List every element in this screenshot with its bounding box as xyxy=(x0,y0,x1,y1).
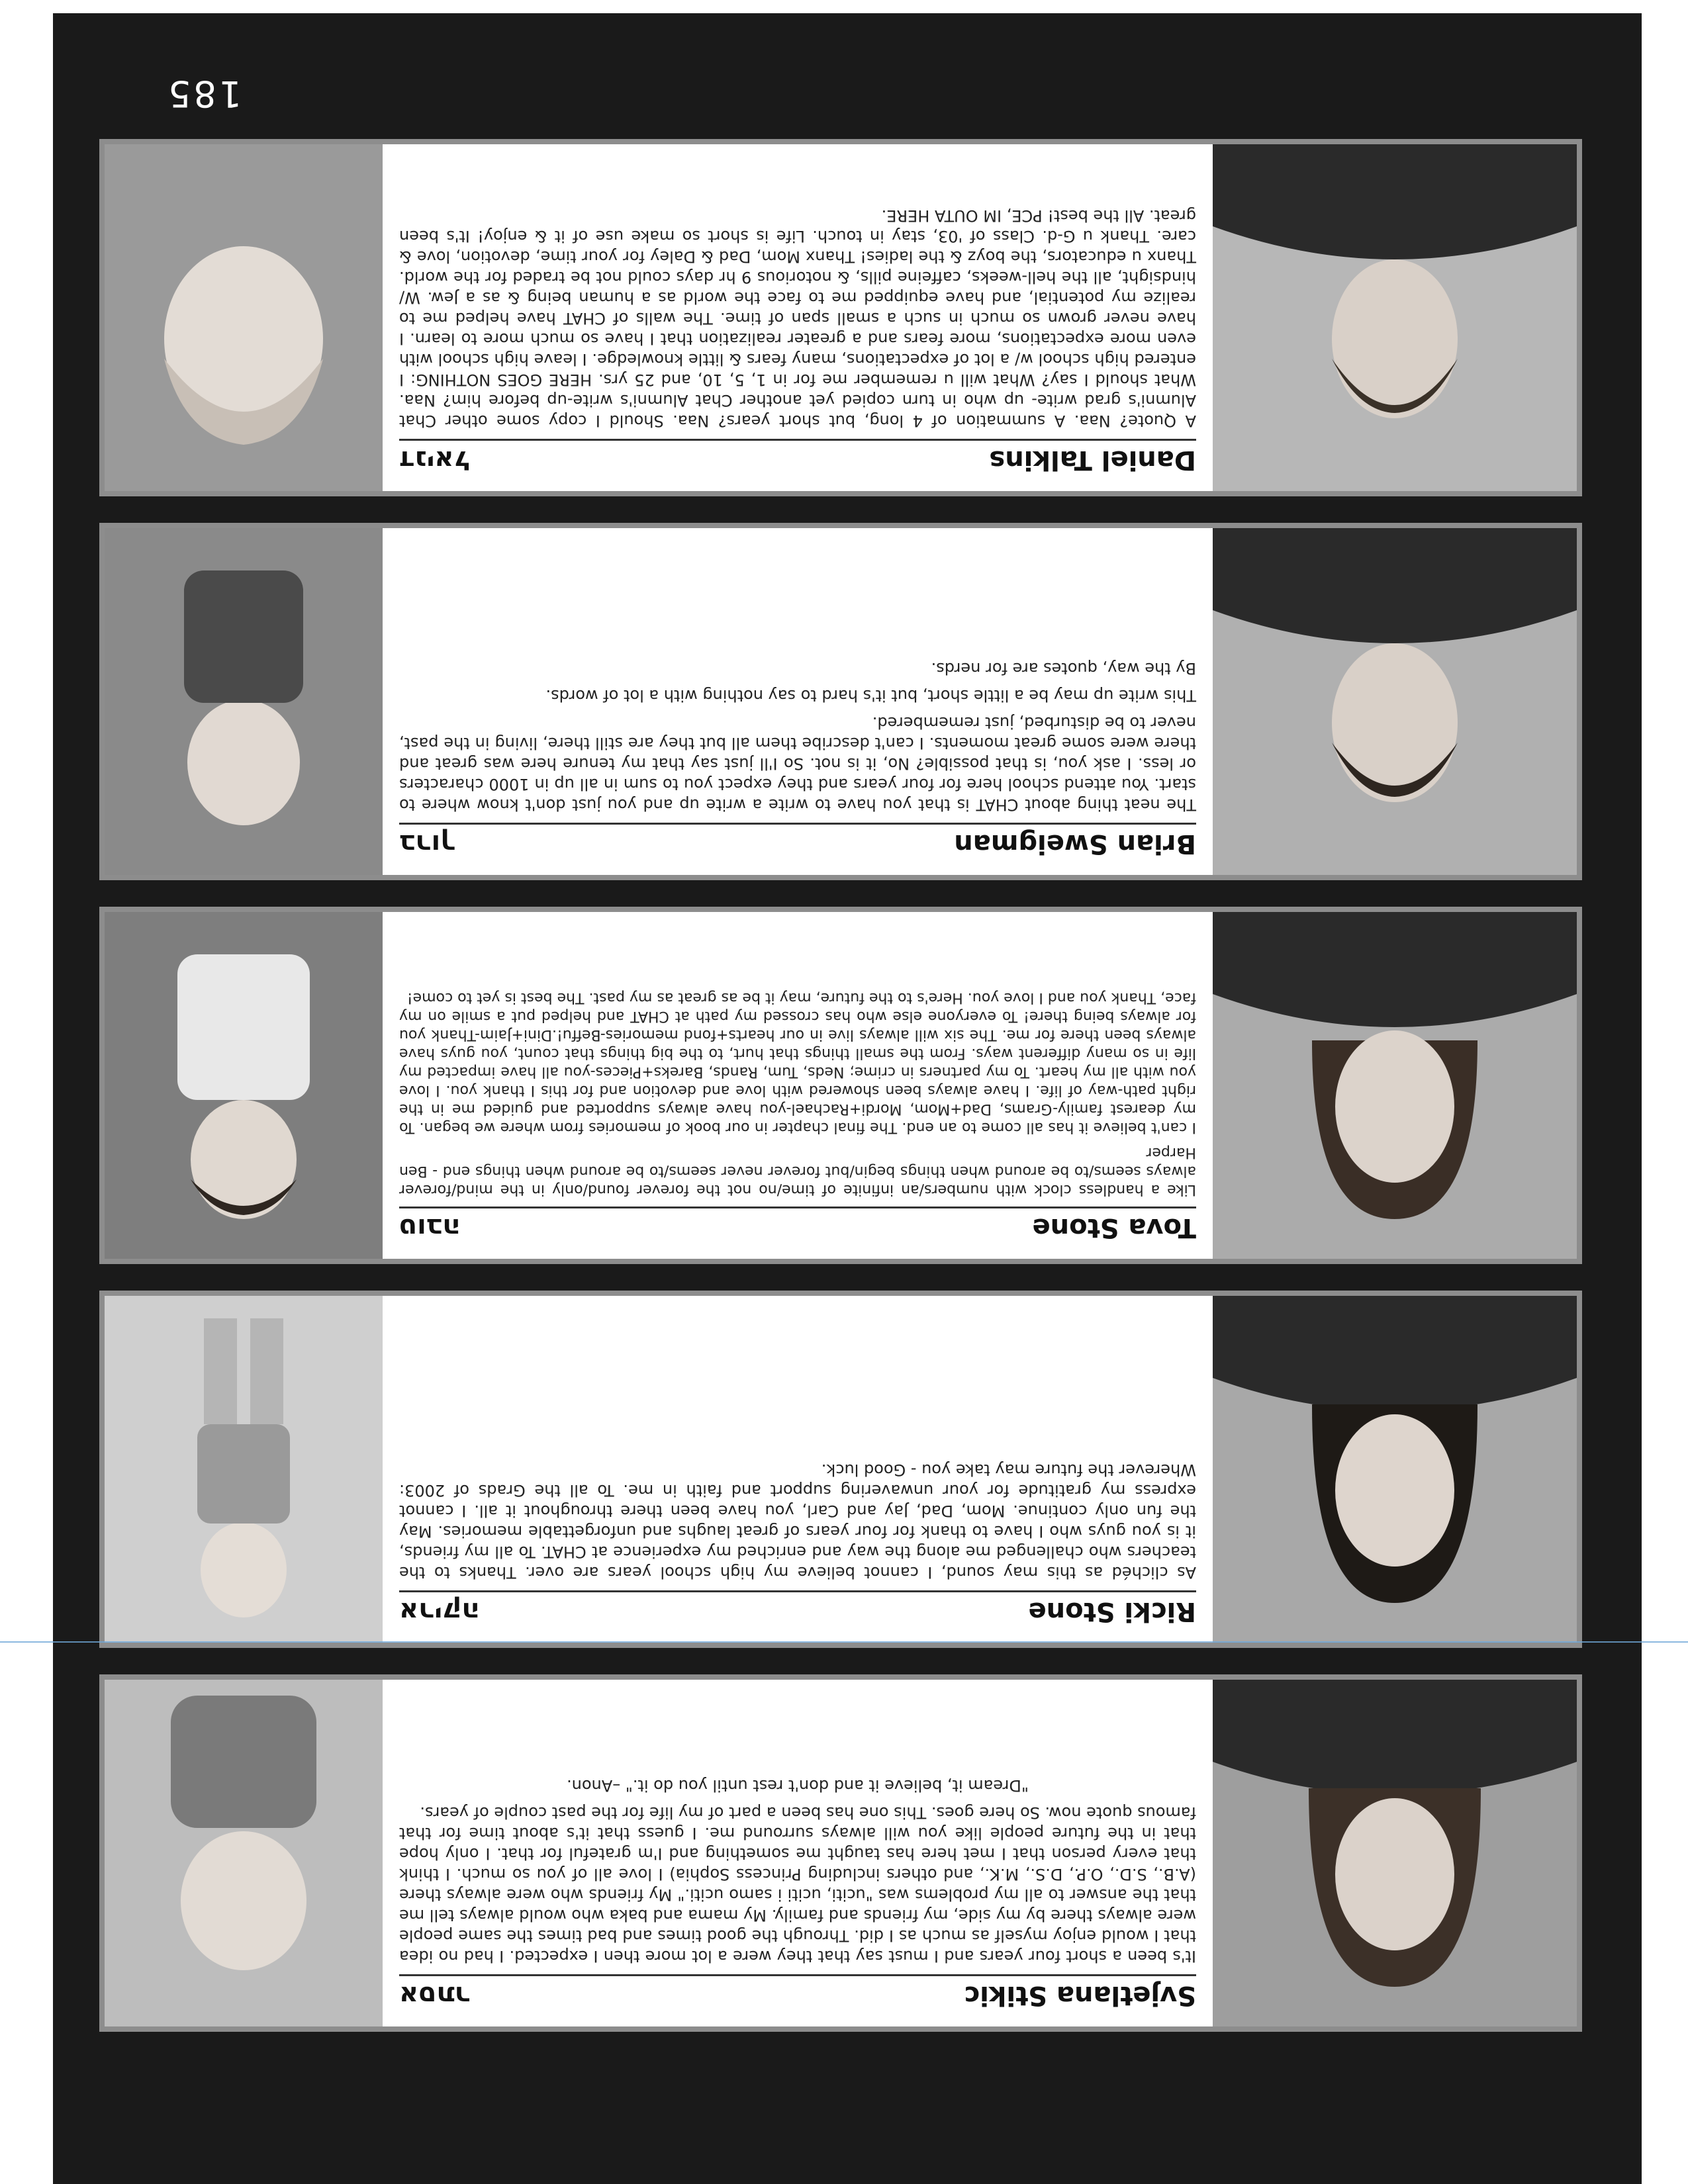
entry-text xyxy=(399,160,1196,475)
baby-photo xyxy=(105,1680,383,2026)
write-up-paragraph: I can't believe it has all come to an end. The final chapter in our book of memories from where we began. To my dearest family-Grams, Dad+Mom, Mordi+Rachael-you have always supported and guided me in the right path-way of life. I have always been showered with love and devotion and for this I thank you. I love you with all my heart. To my partners in crime; Neds, Tum, Rands, Bareks+Pieces-you all have impacted my life in so many different ways. From the small things that hurt, to the big things that count, you guys have always been there for me. The six will always live in our hearts+fond memories-Beffu!.Dini+Jaim-Thank you for always being there! To everyone else who has crossed my path at CHAT and helped put a smile on my face, Thank you and I love you. Here's to the future, may it be as great as my past. The best is yet to come! xyxy=(399,989,1196,1136)
scan-artifact-line xyxy=(0,1641,1688,1643)
student-entry xyxy=(99,1674,1582,2032)
entry-text xyxy=(399,1696,1196,2011)
student-name: Ricki Stone xyxy=(1028,1596,1196,1627)
hebrew-name: אריקה xyxy=(399,1596,480,1627)
hebrew-name: אסתר xyxy=(399,1980,471,2011)
entry-text xyxy=(399,1312,1196,1627)
write-up-paragraph: Like a handless clock with numbers/an infinite of time/no not the forever found/only in the mind/forever always seems/to be around when things begin/but forever never seems/to be around when things end - Ben Harper xyxy=(399,1144,1196,1198)
entry-text xyxy=(399,544,1196,859)
graduation-portrait xyxy=(1213,528,1577,875)
write-up xyxy=(399,1459,1196,1582)
write-up xyxy=(399,205,1196,431)
entry-frame xyxy=(105,144,1577,491)
write-up-paragraph: "Dream it, believe it and don't rest until you do it." –Anon. xyxy=(567,1776,1029,1795)
graduation-portrait xyxy=(1213,912,1577,1259)
baby-photo xyxy=(105,912,383,1259)
hebrew-name: ברוך xyxy=(399,829,456,859)
student-entry xyxy=(99,907,1582,1264)
entry-frame xyxy=(105,1296,1577,1643)
write-up xyxy=(399,658,1196,815)
write-up-paragraph: This write up may be a little short, but it's hard to say nothing with a lot of words. xyxy=(545,686,1196,705)
student-name: Daniel Talkins xyxy=(989,445,1196,475)
student-name: Brian Sweigman xyxy=(954,829,1196,859)
write-up-paragraph: The neat thing about CHAT is that you have to write a write up and you just don't know where to start. You attend school here for four years and they expect you to sum in all up in 1000 characters or less. I ask you, is that possible? No, it is not. So I'll just say that my tenure here was great and there were some great moments. I can't describe them all but they are still there, living in the past, never to be disturbed, just remembered. xyxy=(399,713,1196,814)
yearbook-page xyxy=(53,13,1642,2184)
entry-header xyxy=(399,439,1196,475)
hebrew-name: דניאל xyxy=(399,445,470,475)
write-up-paragraph: By the way, quotes are for nerds. xyxy=(931,659,1196,678)
baby-photo xyxy=(105,528,383,875)
hebrew-name: טובה xyxy=(399,1212,461,1243)
page-number: 185 xyxy=(165,73,242,114)
write-up xyxy=(399,988,1196,1199)
graduation-portrait xyxy=(1213,144,1577,491)
student-name: Svjetlana Stikic xyxy=(964,1980,1196,2011)
write-up-paragraph: A Quote? Naa. A summation of 4 long, but short years? Naa. Should I copy some other Chat Alumni's grad write- up who in turn copied yet another Chat Alumni's write-up before him? Naa. What should I say? What will u remember me for in 1, 5, 10, and 25 yrs. HERE GOES NOTHING: I entered high school w/ a lot of expectations, many fears & little knowledge. I leave high school with even more expectations, more fears and a greater realization that I have so much more to learn. I have never grown so much in such a small span of time. The walls of CHAT have helped me to realize my potential, and have equipped me to face the world as a human being & as a Jew. W/ hindsight, all the hell-weeks, caffeine pills, & notorious 9 hr days could not be traded for the world. Thanx u educators, the boyz & the ladies! Thanx Mom, Dad & Daley for your time, devotion, love & care. Thank u G-d. Class of '03, stay in touch. Life is short so make use of it & enjoy! It's been great. All the best! PCE, IM OUTA HERE. xyxy=(399,206,1196,430)
entry-header xyxy=(399,1974,1196,2011)
baby-photo xyxy=(105,144,383,491)
student-entry xyxy=(99,139,1582,496)
entry-header xyxy=(399,1206,1196,1243)
entry-text xyxy=(399,928,1196,1243)
write-up-paragraph: As clichéd as this may sound, I cannot believe my high school years are over. Thanks to the teachers who challenged me along the way and enriched my experience at CHAT. To all my friends, it is you guys who I have to thank for four years of great laughs and unforgettable memories. May the fun only continue. Mom, Dad, Jay and Carl, you have been there throughout it all. I cannot express my gratitude for your unwavering support and faith in me. To all the Grads of 2003: Wherever the future may take you - Good luck. xyxy=(399,1461,1196,1582)
baby-photo xyxy=(105,1296,383,1643)
write-up-paragraph: It's been a short four years and I must say that they were a lot more then I expected. I had no idea that I would enjoy myself as much as I did. Through the good times and bad times the same people were always there by my side, my friends and family. My mama and baka who would always tell me that the answer to all my problems was "uciti, uciti i samo uciti." My friends who were always there (A.B., S.D., O.P., D.S., M.K., and others including Princess Sophia) I love all of you so much. I think that every person that I met here has taught me something and I'm grateful for that. I only hope that in the future people like you will always surround me. I guess that it's about time for that famous quote now. So here goes. This one has been a part of my life for the past couple of years. xyxy=(399,1803,1196,1966)
student-entry xyxy=(99,523,1582,880)
graduation-portrait xyxy=(1213,1680,1577,2026)
entry-frame xyxy=(105,912,1577,1259)
entry-frame xyxy=(105,1680,1577,2026)
graduation-portrait xyxy=(1213,1296,1577,1643)
entry-header xyxy=(399,1590,1196,1627)
write-up xyxy=(399,1775,1196,1966)
entry-header xyxy=(399,823,1196,859)
student-name: Tova Stone xyxy=(1032,1212,1196,1243)
student-entry xyxy=(99,1291,1582,1648)
entry-frame xyxy=(105,528,1577,875)
